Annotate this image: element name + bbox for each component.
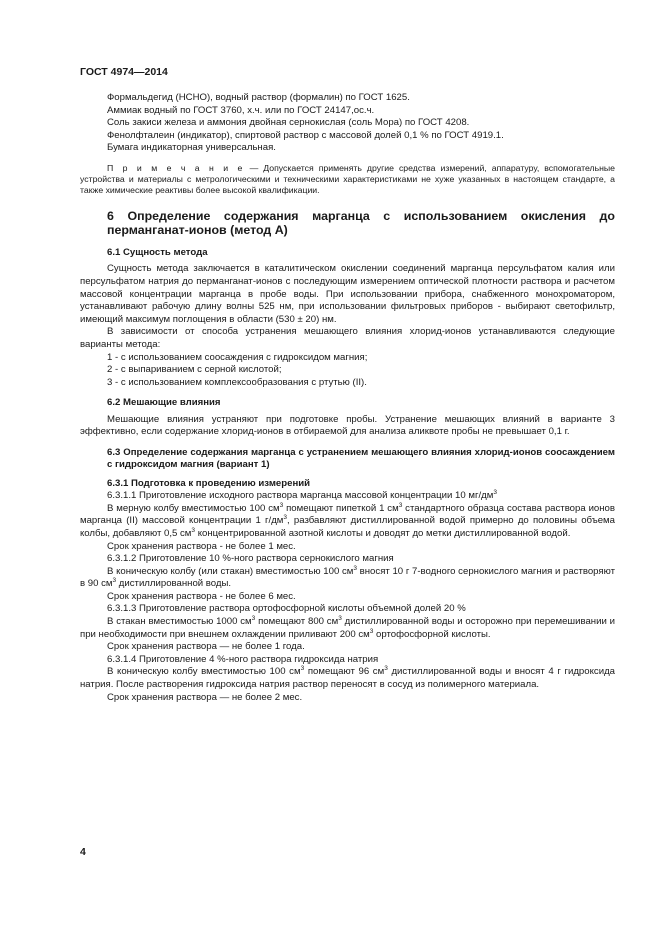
reagent-list bbox=[80, 92, 615, 155]
page-number: 4 bbox=[80, 846, 86, 858]
reagent-item: Формальдегид (НСНО), водный раствор (формалин) по ГОСТ 1625. bbox=[107, 92, 410, 103]
reagent-item: Аммиак водный по ГОСТ 3760, х.ч. или по ГОСТ 24147,ос.ч. bbox=[107, 104, 375, 116]
section-6-2-heading: 6.2 Мешающие влияния bbox=[107, 397, 221, 409]
reagent-item: Соль закиси железа и аммония двойная сернокислая (соль Мора) по ГОСТ 4208. bbox=[107, 117, 470, 129]
phosphoric-acid-paragraph: В стакан вместимостью 1000 $см^3$ помещают 800 $см^3$ дистиллированной воды и осторожно при перемешивании и при необходимости при внешнем охлаждении приливают 200 $см^3$ ортофосфорной кислоты. bbox=[80, 615, 616, 640]
note-label: П р и м е ч а н и е bbox=[107, 162, 245, 173]
document-header: ГОСТ 4974—2014 bbox=[80, 66, 168, 78]
method-variant-item: 2 - с выпариванием с серной кислотой; bbox=[107, 364, 282, 376]
item-6-3-1-3: 6.3.1.3 Приготовление раствора ортофосфорной кислоты объемной долей 20 % bbox=[107, 603, 466, 615]
item-6-3-1-4: 6.3.1.4 Приготовление 4 %-ного раствора гидроксида натрия bbox=[107, 653, 379, 665]
section-6-3-1-heading: 6.3.1 Подготовка к проведению измерений bbox=[107, 477, 311, 489]
sodium-hydroxide-paragraph: В коническую колбу вместимостью 100 $см^3$ помещают 96 $см^3$ дистиллированной воды и вносят 4 г гидроксида натрия. После растворения гидроксида натрия раствор переносят в сосуд из полимерного материала. bbox=[80, 665, 615, 691]
section-6-1-heading: 6.1 Сущность метода bbox=[107, 246, 208, 258]
method-variants-intro: В зависимости от способа устранения мешающего влияния хлорид-ионов устанавливаются следующие варианты метода: bbox=[80, 326, 615, 350]
reagent-item: Бумага индикаторная универсальная. bbox=[107, 142, 276, 154]
interference-paragraph: Мешающие влияния устраняют при подготовке пробы. Устранение мешающих влияний в варианте 3 эффективно, если содержание хлорид-ионов в отбираемой для анализа аликвоте пробы не превышает 0,1 г. bbox=[80, 413, 615, 438]
method-variant-item: 1 - с использованием соосаждения с гидроксидом магния; bbox=[107, 351, 368, 363]
method-essence-paragraph: Сущность метода заключается в каталитическом окислении соединений марганца персульфатом калия или персульфатом натрия до перманганат-ионов с последующим измерением оптической плотности раствора и расчетом массовой концентрации марганца в пробе воды. При использовании прибора, снабженного монохроматором, устанавливают рабочую длину волны 525 нм, при использовании фильтровых приборов - выбирают светофильтр, имеющий максимум поглощения в области (530 ± 20) нм. bbox=[80, 263, 615, 325]
section-6-3-heading: 6.3 Определение содержания марганца с устранением мешающего влияния хлорид-ионов соосаждением с гидроксидом магния (вариант 1) bbox=[107, 446, 615, 471]
storage-period-3: Срок хранения раствора — не более 1 года. bbox=[107, 641, 305, 653]
method-variant-item: 3 - с использованием комплексообразования с ртутью (II). bbox=[107, 376, 367, 388]
item-6-3-1-1: 6.3.1.1 Приготовление исходного раствора марганца массовой концентрации 10 $мг/дм^3$ bbox=[107, 489, 497, 502]
note-paragraph bbox=[80, 163, 615, 196]
page-content bbox=[80, 92, 615, 704]
method-variant-list bbox=[80, 352, 615, 390]
storage-period-2: Срок хранения раствора - не более 6 мес. bbox=[107, 590, 296, 602]
note-text: — Допускается применять другие средства измерений, аппаратуру, вспомогательные устройства и материалы с метрологическими и техническими характеристиками не хуже указанных в настоящем стандарте, а также химические реактивы более высокой квалификации. bbox=[80, 162, 615, 195]
storage-period-1: Срок хранения раствора - не более 1 мес. bbox=[107, 540, 296, 552]
item-6-3-1-2: 6.3.1.2 Приготовление 10 %-ного раствора сернокислого магния bbox=[107, 553, 394, 565]
manganese-solution-paragraph: В мерную колбу вместимостью 100 $см^3$ помещают пипеткой 1 $см^3$ стандартного образца состава раствора ионов марганца (II) массовой концентрации 1 $г/дм^3$, разбавляют дистиллированной водой примерно до половины объема колбы, добавляют 0,5 $см^3$ концентрированной азотной кислоты и доводят до метки дистиллированной водой. bbox=[80, 501, 615, 539]
magnesium-sulfate-paragraph: В коническую колбу (или стакан) вместимостью 100 $см^3$ вносят 10 г 7-водного сернокислого магния и растворяют в 90 $см^3$ дистиллированной воды. bbox=[80, 564, 615, 590]
storage-period-4: Срок хранения раствора — не более 2 мес. bbox=[107, 691, 303, 703]
reagent-item: Фенолфталеин (индикатор), спиртовой раствор с массовой долей 0,1 % по ГОСТ 4919.1. bbox=[107, 129, 504, 141]
section-6-heading: 6 Определение содержания марганца с использованием окисления до перманганат-ионов (метод А) bbox=[107, 208, 615, 237]
